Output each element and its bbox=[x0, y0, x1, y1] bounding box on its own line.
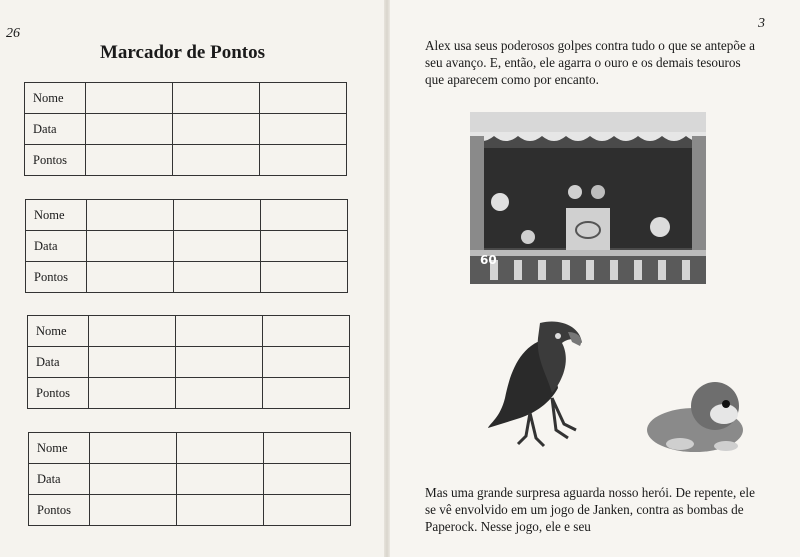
score-table-1 bbox=[24, 82, 347, 176]
score-sheet-title: Marcador de Pontos bbox=[100, 42, 266, 63]
date-label: Data bbox=[25, 114, 86, 145]
score-table-3 bbox=[27, 315, 350, 409]
name-label: Nome bbox=[26, 200, 87, 231]
book-gutter bbox=[384, 0, 390, 557]
date-label: Data bbox=[29, 464, 90, 495]
story-paragraph: Mas uma grande surpresa aguarda nosso herói. De repente, ele se vê envolvido em um jogo de Janken, contra as bombas de Paperock. Nesse jogo, ele e seu bbox=[425, 485, 755, 534]
left-page-number: 26 bbox=[6, 26, 20, 41]
game-screenshot bbox=[470, 112, 706, 284]
score-table-2 bbox=[25, 199, 348, 293]
score-table-4 bbox=[28, 432, 351, 526]
game-score-readout: 60 bbox=[480, 253, 497, 267]
monkey-icon bbox=[647, 382, 743, 452]
date-label: Data bbox=[26, 231, 87, 262]
name-label: Nome bbox=[28, 316, 89, 347]
name-label: Nome bbox=[29, 433, 90, 464]
intro-paragraph: Alex usa seus poderosos golpes contra tudo o que se antepõe a seu avanço. E, então, ele agarra o ouro e os demais tesouros que aparecem como por encanto. bbox=[425, 38, 755, 87]
date-label: Data bbox=[28, 347, 89, 378]
stage-scene-image bbox=[470, 112, 706, 284]
eagle-icon bbox=[488, 322, 582, 446]
right-page-number: 3 bbox=[758, 16, 765, 31]
points-label: Pontos bbox=[25, 145, 86, 176]
points-label: Pontos bbox=[26, 262, 87, 293]
points-label: Pontos bbox=[29, 495, 90, 526]
name-label: Nome bbox=[25, 83, 86, 114]
points-label: Pontos bbox=[28, 378, 89, 409]
eagle-and-monkey-illustration bbox=[480, 318, 750, 458]
